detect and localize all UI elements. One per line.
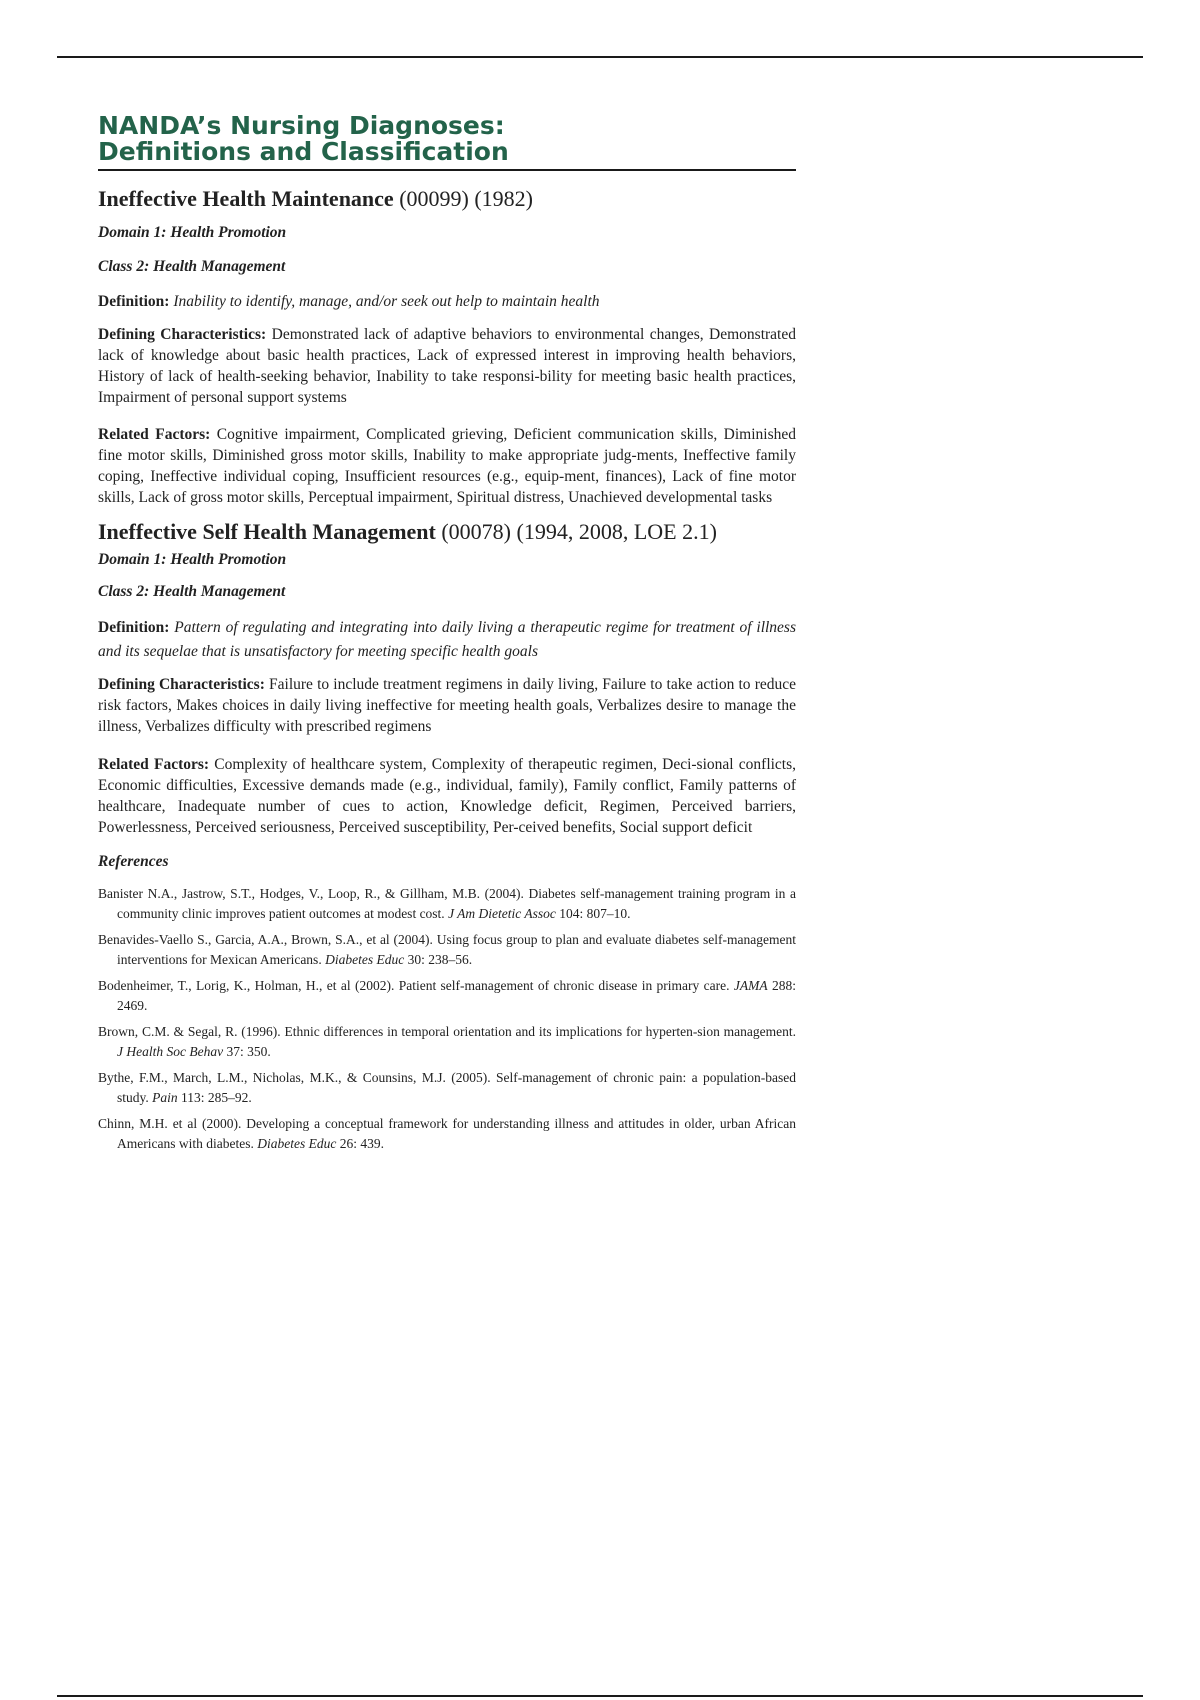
reference-item — [98, 1068, 796, 1108]
title-line-1: NANDA’s Nursing Diagnoses: — [98, 111, 505, 140]
references-list — [98, 884, 796, 1154]
reference-text: Banister N.A., Jastrow, S.T., Hodges, V., Loop, R., & Gillham, M.B. (2004). Diabetes self-management training program in a community clinic improves patient outcomes at modest cost. — [98, 886, 796, 921]
defining-characteristics-label: Defining Characteristics: — [98, 676, 265, 693]
definition-text: Pattern of regulating and integrating into daily living a therapeutic regime for treatment of illness and its sequelae that is unsatisfactory for meeting specific health goals — [98, 619, 796, 660]
reference-item — [98, 976, 796, 1016]
related-factors-label: Related Factors: — [98, 426, 211, 443]
reference-item — [98, 1022, 796, 1062]
defining-characteristics-text: Failure to include treatment regimens in daily living, Failure to take action to reduce risk factors, Makes choices in daily living ineffective for meeting health goals, Verbalizes desire to manage the illness, Verbalizes difficulty with prescribed regimens — [98, 676, 797, 735]
defining-characteristics-paragraph — [98, 674, 796, 737]
reference-item — [98, 884, 796, 924]
reference-volume: 26: 439. — [336, 1136, 384, 1151]
related-factors-label: Related Factors: — [98, 756, 210, 773]
reference-journal: J Am Dietetic Assoc — [448, 906, 556, 921]
document-body — [98, 113, 796, 1154]
definition-label: Definition: — [98, 293, 170, 310]
entry-title — [98, 185, 796, 213]
reference-volume: 113: 285–92. — [177, 1090, 252, 1105]
reference-text: Chinn, M.H. et al (2000). Developing a conceptual framework for understanding illness and attitudes in older, urban African Americans with diabetes. — [98, 1116, 796, 1151]
references-heading: References — [98, 853, 169, 870]
reference-journal: J Health Soc Behav — [117, 1044, 224, 1059]
defining-characteristics-paragraph — [98, 324, 796, 408]
diagnosis-codes: (00078) (1994, 2008, LOE 2.1) — [441, 519, 717, 544]
definition-paragraph — [98, 291, 796, 312]
reference-volume: 104: 807–10. — [555, 906, 631, 921]
class-label: Class 2: Health Management — [98, 258, 286, 275]
reference-journal: Pain — [152, 1090, 178, 1105]
reference-volume: 30: 238–56. — [404, 952, 473, 967]
diagnosis-name: Ineffective Health Maintenance — [98, 186, 394, 211]
domain-label: Domain 1: Health Promotion — [98, 551, 287, 568]
related-factors-text: Cognitive impairment, Complicated grieving, Deficient communication skills, Diminished fine motor skills, Diminished gross motor skills, Inability to make appropriate judg-ments, Ineffective family coping, Ineffective individual coping, Insufficient resources (e.g., equip-ment, finances), Lack of fine motor skills, Lack of gross motor skills, Perceptual impairment, Spiritual distress, Unachieved developmental tasks — [98, 426, 796, 506]
bottom-rule — [57, 1695, 1143, 1697]
reference-journal: JAMA — [733, 978, 768, 993]
reference-text: Benavides-Vaello S., Garcia, A.A., Brown, S.A., et al (2004). Using focus group to plan and evaluate diabetes self-management interventions for Mexican Americans. — [98, 932, 796, 967]
title-line-2: Definitions and Classification — [98, 137, 509, 166]
reference-item — [98, 1114, 796, 1154]
domain-label: Domain 1: Health Promotion — [98, 224, 287, 241]
reference-text: Brown, C.M. & Segal, R. (1996). Ethnic differences in temporal orientation and its implications for hyperten-sion management. — [98, 1024, 796, 1039]
reference-volume: 37: 350. — [223, 1044, 271, 1059]
defining-characteristics-label: Defining Characteristics: — [98, 326, 267, 343]
diagnosis-name: Ineffective Self Health Management — [98, 519, 436, 544]
related-factors-paragraph — [98, 754, 796, 838]
reference-journal: Diabetes Educ — [257, 1136, 337, 1151]
document-title — [98, 113, 796, 171]
defining-characteristics-text: Demonstrated lack of adaptive behaviors to environmental changes, Demonstrated lack of knowledge about basic health practices, Lack of expressed interest in improving health behaviors, History of lack of health-seeking behavior, Inability to take responsi-bility for meeting basic health practices, Impairment of personal support systems — [98, 326, 796, 406]
reference-journal: Diabetes Educ — [325, 952, 405, 967]
entry-title — [98, 518, 796, 546]
related-factors-text: Complexity of healthcare system, Complexity of therapeutic regimen, Deci-sional conflicts, Economic difficulties, Excessive demands made (e.g., individual, family), Family conflict, Family patterns of healthcare, Inadequate number of cues to action, Knowledge deficit, Regimen, Perceived barriers, Powerlessness, Perceived seriousness, Perceived susceptibility, Per-ceived benefits, Social support deficit — [98, 756, 797, 836]
reference-text: Bodenheimer, T., Lorig, K., Holman, H., et al (2002). Patient self-management of chronic disease in primary care. — [98, 978, 734, 993]
definition-text: Inability to identify, manage, and/or seek out help to maintain health — [173, 293, 600, 310]
reference-item — [98, 930, 796, 970]
top-rule — [57, 56, 1143, 58]
diagnosis-codes: (00099) (1982) — [399, 186, 534, 211]
related-factors-paragraph — [98, 424, 796, 508]
reference-volume: 288: 2469. — [117, 978, 796, 1013]
definition-label: Definition: — [98, 619, 170, 636]
reference-text: Bythe, F.M., March, L.M., Nicholas, M.K., & Counsins, M.J. (2005). Self-management of chronic pain: a population-based study. — [98, 1070, 796, 1105]
class-label: Class 2: Health Management — [98, 583, 286, 600]
definition-paragraph — [98, 616, 796, 664]
